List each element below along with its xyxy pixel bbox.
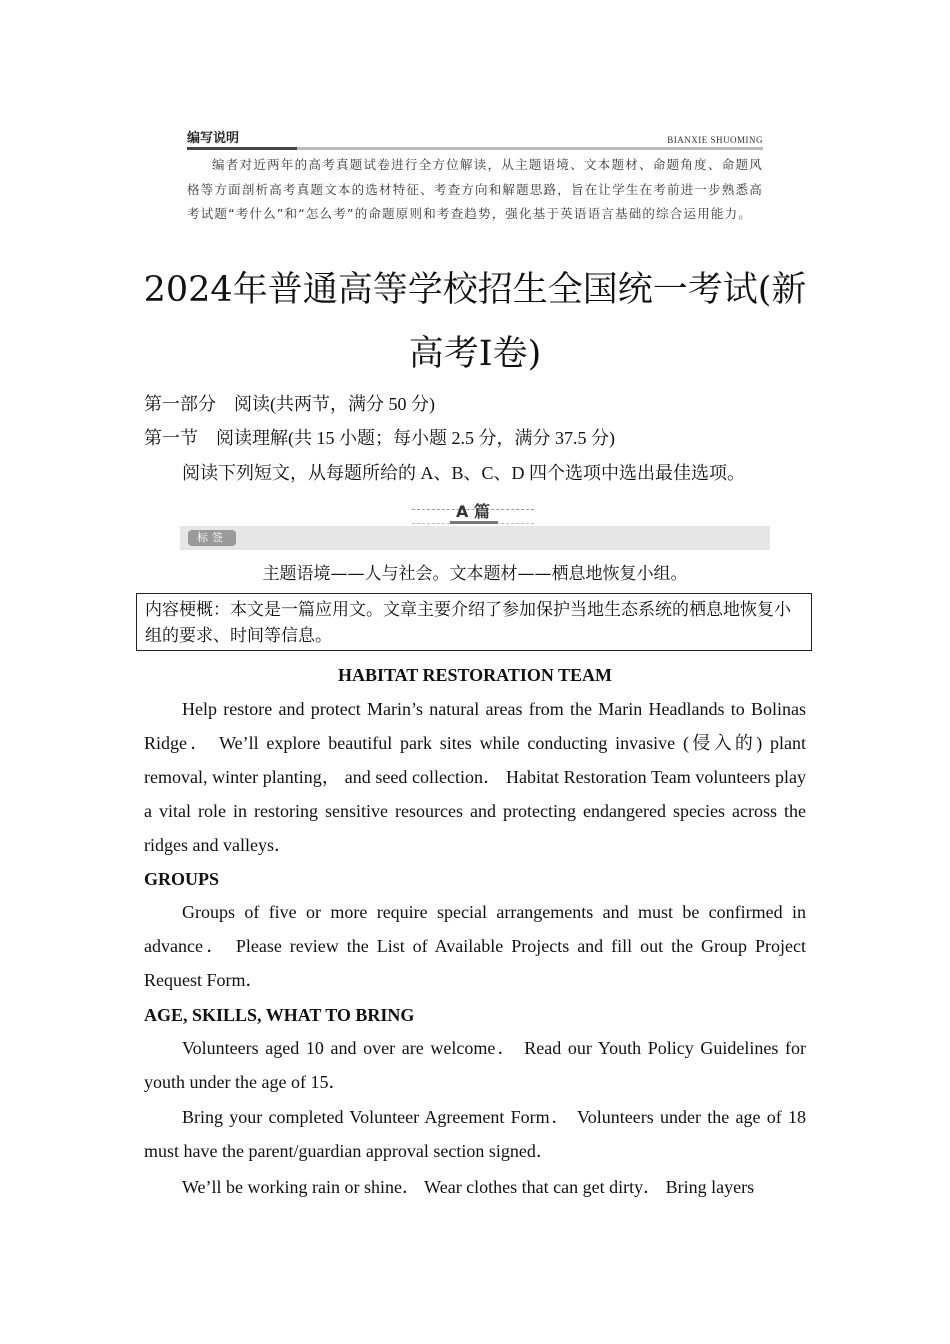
- passage-title: HABITAT RESTORATION TEAM: [337, 665, 613, 685]
- tag-pill: 标签: [188, 530, 236, 546]
- summary-box: [136, 593, 812, 651]
- section-detail: (共 15 小题；每小题 2.5 分，满分 37.5 分): [288, 428, 615, 448]
- theme-line: 主题语境——人与社会。文本题材——栖息地恢复小组。: [262, 564, 688, 584]
- age-paragraph: Volunteers aged 10 and over are welcome． Read our Youth Policy Guidelines for youth under the age of 15．: [144, 1038, 806, 1092]
- groups-heading: GROUPS: [144, 869, 220, 889]
- exam-title-line-1: 2024年普通高等学校招生全国统一考试(新: [143, 270, 807, 310]
- tag-bar: [180, 526, 770, 550]
- instruction: 阅读下列短文，从每题所给的 A、B、C、D 四个选项中选出最佳选项。: [182, 463, 746, 483]
- groups-paragraph: Groups of five or more require special arrangements and must be confirmed in advance． Please review the List of Available Projects and fill out the Group Project Request Form．: [144, 902, 806, 990]
- passage-tag: [412, 499, 534, 525]
- editor-note-rule: [187, 147, 763, 150]
- summary-text: 本文是一篇应用文。文章主要介绍了参加保护当地生态系统的栖息地恢复小组的要求、时间等信息。: [145, 600, 791, 646]
- age-heading: AGE, SKILLS, WHAT TO BRING: [144, 1005, 415, 1025]
- exam-title-line-2: 高考Ⅰ卷): [408, 334, 542, 374]
- editor-note-header: [187, 125, 763, 147]
- part-label: 第一部分 阅读: [144, 394, 270, 415]
- editor-note: [187, 125, 763, 227]
- weather-paragraph: We’ll be working rain or shine． Wear clothes that can get dirty． Bring layers: [182, 1177, 755, 1197]
- section-label: 第一节 阅读理解: [144, 428, 288, 449]
- passage-intro: Help restore and protect Marin’s natural areas from the Marin Headlands to Bolinas Ridge． We’ll explore beautiful park sites while conducting invasive (侵入的) plant removal, winter planting， and seed collection． Habitat Restoration Team volunteers play a vital role in restoring sensitive resources and protecting endangered species across the ridges and valleys．: [144, 699, 806, 855]
- part-detail: (共两节，满分 50 分): [270, 394, 435, 414]
- editor-note-body: 编者对近两年的高考真题试卷进行全方位解读，从主题语境、文本题材、命题角度、命题风格等方面剖析高考真题文本的选材特征、考查方向和解题思路，旨在让学生在考前进一步熟悉高考试题“考什么”和“怎么考”的命题原则和考查趋势，强化基于英语语言基础的综合运用能力。: [187, 157, 763, 221]
- section-heading: [144, 426, 615, 451]
- editor-note-title: 编写说明: [187, 131, 240, 146]
- summary-label: 内容梗概：: [145, 600, 230, 620]
- part-heading: [144, 392, 435, 417]
- bring-paragraph: Bring your completed Volunteer Agreement Form． Volunteers under the age of 18 must have the parent/guardian approval section signed．: [144, 1107, 806, 1161]
- exam-title: [130, 258, 820, 386]
- passage-tag-label: A 篇: [456, 502, 490, 521]
- editor-note-pinyin: BIANXIE SHUOMING: [667, 135, 763, 145]
